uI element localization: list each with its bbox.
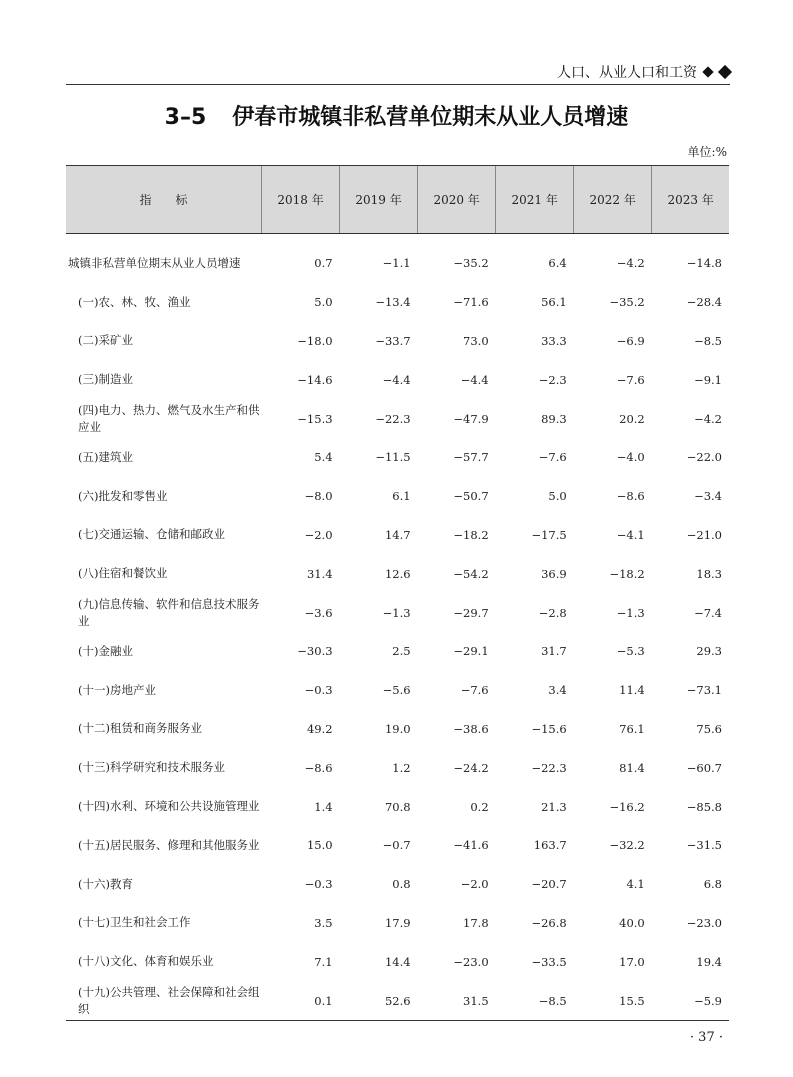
table-cell: 29.3 [696,644,722,659]
table-cell: 12.6 [384,566,411,581]
diamond-icon [702,66,713,77]
row-label: (十一)房地产业 [78,682,156,697]
table-cell: 15.0 [306,838,333,853]
table-cell: 7.1 [314,954,333,969]
table-cell: −29.1 [453,644,489,659]
table-cell: 36.9 [541,566,567,581]
table-cell: −9.1 [694,372,722,387]
table-cell: 18.3 [696,566,722,581]
table-row [66,632,729,671]
unit-label: 单位:% [687,145,727,159]
row-label: (一)农、林、牧、渔业 [78,294,191,309]
table-row [66,554,729,593]
row-label: (十五)居民服务、修理和其他服务业 [78,837,260,852]
row-label: (四)电力、热力、燃气及水生产和供应业 [78,402,260,434]
table-cell: 20.2 [619,411,645,426]
column-header-2021: 2021 年 [496,166,574,234]
table-cell: −2.3 [538,372,567,387]
table-cell: −7.4 [694,605,722,620]
table-cell: 17.0 [619,954,645,969]
table-cell: −41.6 [453,838,489,853]
running-header [66,60,730,85]
row-label: (十七)卫生和社会工作 [78,915,191,930]
column-header-2019: 2019 年 [340,166,418,234]
row-label: (十九)公共管理、社会保障和社会组织 [66,981,262,1020]
table-cell: 75.6 [696,721,722,736]
row-label: 城镇非私营单位期末从业人员增速 [68,255,241,270]
table-cell: −22.3 [375,411,411,426]
table-cell: −23.0 [453,954,489,969]
table-row [66,322,729,361]
table-cell: −60.7 [686,760,722,775]
table-cell: 6.4 [548,256,567,271]
table-cell: 81.4 [619,760,645,775]
table-cell: 21.3 [541,799,567,814]
row-label: (十八)文化、体育和娱乐业 [78,954,214,969]
table-cell: −1.3 [382,605,411,620]
row-label: (十)金融业 [78,643,133,658]
table-cell: −8.5 [496,981,574,1020]
table-cell: −18.2 [609,566,645,581]
table-cell: 56.1 [541,295,567,310]
table-cell: −8.6 [304,760,333,775]
table-cell: −32.2 [609,838,645,853]
row-label: (二)采矿业 [78,333,133,348]
table-cell: 31.7 [541,644,567,659]
table-row [66,671,729,710]
table-cell: 17.9 [384,915,411,930]
table-cell: −11.5 [375,450,411,465]
table-cell: 19.4 [696,954,722,969]
table-cell: −5.3 [616,644,645,659]
table-row [66,283,729,322]
table-cell: 40.0 [619,915,645,930]
data-table [66,165,729,1021]
table-cell: −5.6 [382,683,411,698]
table-cell: −1.3 [616,605,645,620]
row-label: (十六)教育 [78,876,133,891]
table-cell: −18.0 [297,333,333,348]
table-row [66,981,729,1020]
table-cell: −18.2 [453,527,489,542]
table-cell: 5.4 [314,450,333,465]
table-cell: 49.2 [306,721,333,736]
table-cell: −3.4 [694,489,722,504]
table-cell: 31.5 [418,981,496,1020]
row-label: (三)制造业 [78,372,133,387]
table-cell: −14.8 [686,256,722,271]
table-row [66,865,729,904]
table-cell: −4.0 [616,450,645,465]
table-cell: −21.0 [686,527,722,542]
header-row [66,166,729,234]
diamond-icon [718,65,732,79]
running-header-text: 人口、从业人口和工资 [557,65,697,81]
column-header-2022: 2022 年 [574,166,652,234]
table-cell: −15.3 [297,411,333,426]
table-cell: −14.6 [297,372,333,387]
table-cell: −85.8 [686,799,722,814]
table-cell: −33.5 [531,954,567,969]
table-cell: 0.7 [314,256,333,271]
table-cell: −0.3 [304,683,333,698]
row-label: (九)信息传输、软件和信息技术服务业 [78,596,260,628]
table-cell: 70.8 [384,799,411,814]
table-cell: −2.8 [538,605,567,620]
table-cell: 5.0 [314,295,333,310]
row-label: (八)住宿和餐饮业 [78,566,168,581]
column-header-2018: 2018 年 [262,166,340,234]
table-number: 3–5 [164,105,207,130]
table-cell: −8.6 [616,489,645,504]
table-cell: −2.0 [460,877,489,892]
table-cell: −71.6 [453,295,489,310]
table-cell: −35.2 [453,256,489,271]
table-cell: −23.0 [686,915,722,930]
table-cell: 6.8 [703,877,722,892]
column-header-2023: 2023 年 [652,166,729,234]
table-cell: −1.1 [382,256,411,271]
table-row [66,477,729,516]
table-cell: 6.1 [392,489,411,504]
table-row [66,360,729,399]
table-cell: −31.5 [686,838,722,853]
table-cell: −28.4 [686,295,722,310]
table-cell: 3.4 [548,683,567,698]
table-cell: −0.7 [382,838,411,853]
table-cell: −8.0 [304,489,333,504]
table-cell: −4.2 [694,411,722,426]
table-row [66,748,729,787]
table-cell: −4.4 [382,372,411,387]
row-label: (十四)水利、环境和公共设施管理业 [78,799,260,814]
table-cell: 33.3 [541,333,567,348]
table-cell: −29.7 [453,605,489,620]
table-row [66,710,729,749]
table-cell: −3.6 [304,605,333,620]
table-cell: 1.2 [392,760,411,775]
table-cell: −4.1 [616,527,645,542]
page-title [0,100,793,131]
table-cell: 17.8 [463,915,489,930]
table-cell: −35.2 [609,295,645,310]
table-row [66,826,729,865]
table-cell: −16.2 [609,799,645,814]
table-cell: −38.6 [453,721,489,736]
table-row [66,399,729,438]
table-row [66,593,729,632]
table-cell: −7.6 [616,372,645,387]
table-cell: −0.3 [304,877,333,892]
table-cell: −30.3 [297,644,333,659]
table-cell: 52.6 [340,981,418,1020]
column-header-2020: 2020 年 [418,166,496,234]
table-row [66,787,729,826]
table-cell: −50.7 [453,489,489,504]
table-cell: −15.6 [531,721,567,736]
table-body [66,234,729,1021]
table-cell: 14.7 [384,527,411,542]
table-cell: 163.7 [533,838,567,853]
table-cell: 73.0 [463,333,489,348]
table-cell: −4.2 [616,256,645,271]
table-cell: −57.7 [453,450,489,465]
table-row [66,234,729,283]
table-cell: −24.2 [453,760,489,775]
table-cell: 76.1 [619,721,645,736]
table-cell: −54.2 [453,566,489,581]
table-cell: −33.7 [375,333,411,348]
table-cell: −47.9 [453,411,489,426]
table-cell: 1.4 [314,799,333,814]
table-cell: −6.9 [616,333,645,348]
table-cell: 0.1 [262,981,340,1020]
table-cell: −7.6 [460,683,489,698]
page-number: · 37 · [689,1030,723,1045]
table-cell: 19.0 [384,721,411,736]
table-row [66,438,729,477]
table-cell: 31.4 [306,566,333,581]
table-row [66,904,729,943]
row-label: (十二)租赁和商务服务业 [78,721,202,736]
table-cell: −17.5 [531,527,567,542]
table-cell: −22.0 [686,450,722,465]
row-label: (五)建筑业 [78,449,133,464]
table-cell: 0.2 [470,799,489,814]
table-cell: −73.1 [686,683,722,698]
table-cell: 5.0 [548,489,567,504]
table-cell: −7.6 [538,450,567,465]
table-cell: 0.8 [392,877,411,892]
table-row [66,516,729,555]
table-cell: 11.4 [619,683,645,698]
table-cell: 3.5 [314,915,333,930]
table-cell: −13.4 [375,295,411,310]
table-cell: −2.0 [304,527,333,542]
table-cell: 14.4 [384,954,411,969]
table-cell: 89.3 [541,411,567,426]
row-label: (六)批发和零售业 [78,488,168,503]
table-cell: 2.5 [392,644,411,659]
table-cell: −20.7 [531,877,567,892]
table-row [66,942,729,981]
table-cell: −26.8 [531,915,567,930]
table-cell: −22.3 [531,760,567,775]
table-cell: 15.5 [574,981,652,1020]
row-label: (十三)科学研究和技术服务业 [78,760,225,775]
table-cell: −4.4 [460,372,489,387]
table-cell: 4.1 [626,877,645,892]
column-header-indicator: 指 标 [66,166,262,234]
table-cell: −8.5 [694,333,722,348]
title-text: 伊春市城镇非私营单位期末从业人员增速 [232,105,629,130]
row-label: (七)交通运输、仓储和邮政业 [78,527,225,542]
table-cell: −5.9 [652,981,729,1020]
